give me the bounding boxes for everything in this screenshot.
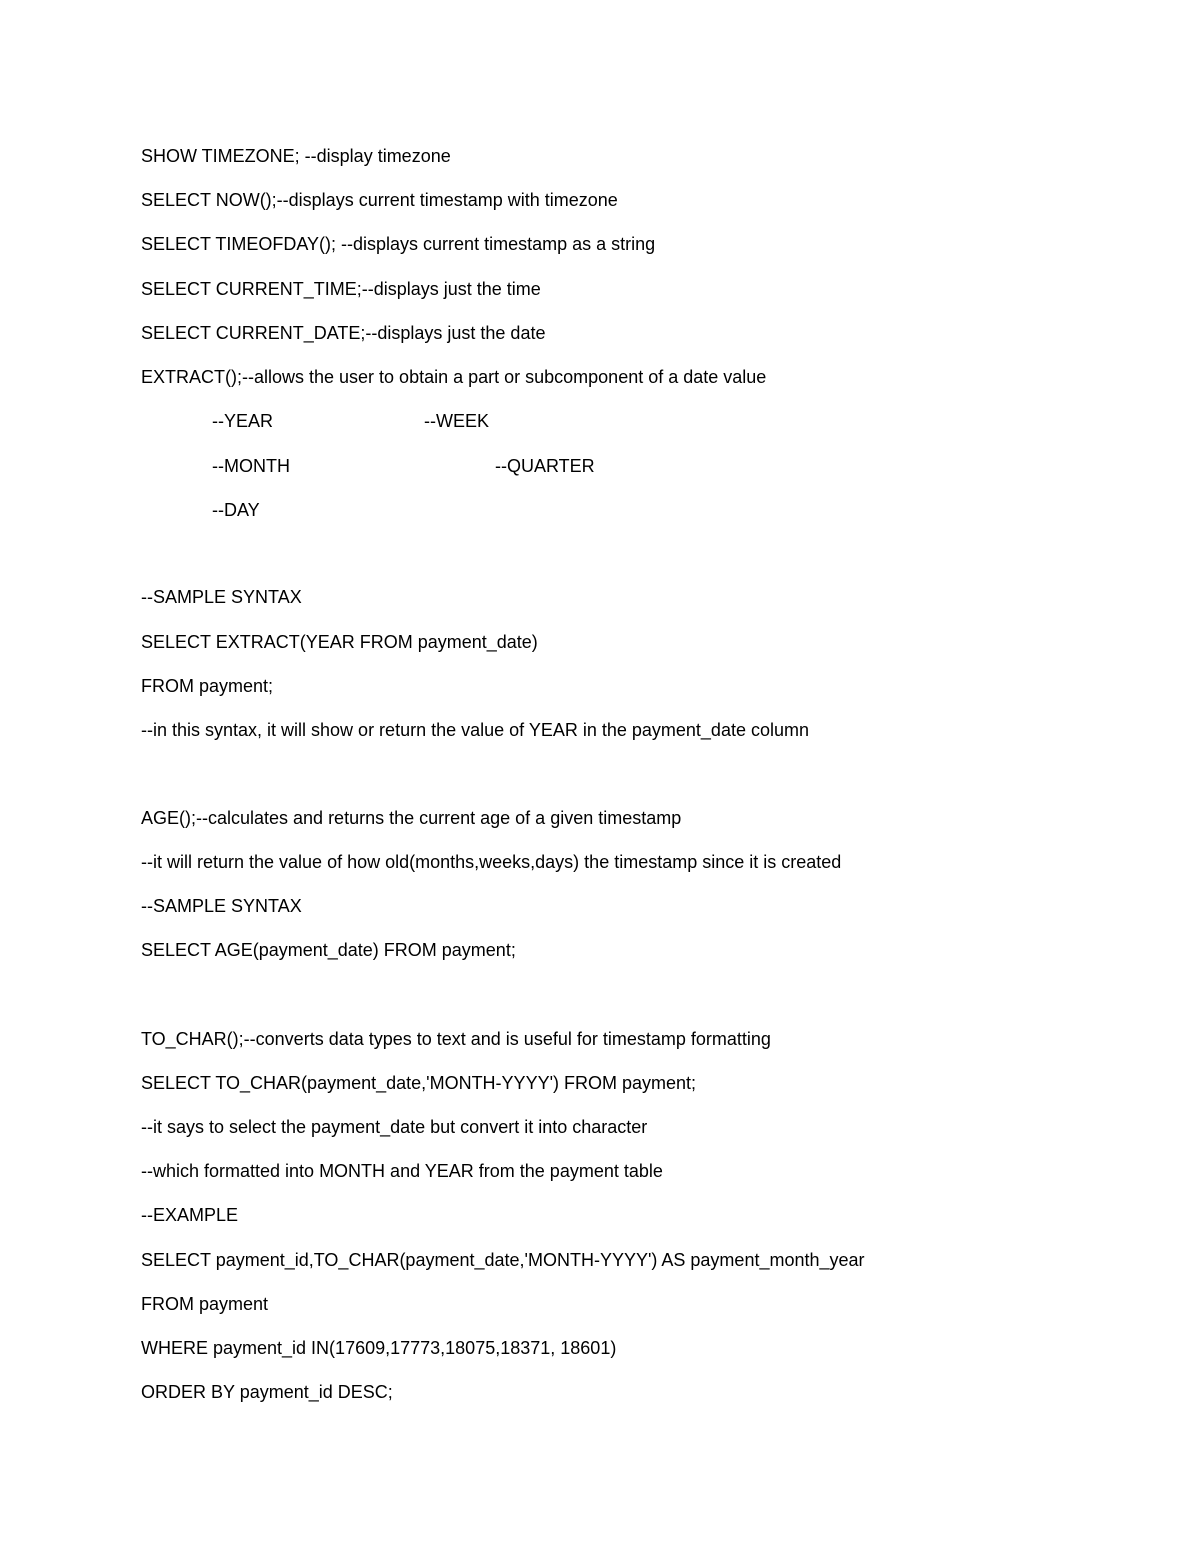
line-extract: EXTRACT();--allows the user to obtain a part or subcomponent of a date value bbox=[141, 367, 767, 387]
extract-part-year: --YEAR bbox=[212, 411, 274, 431]
extract-sample-heading: --SAMPLE SYNTAX bbox=[141, 587, 302, 607]
extract-part-month: --MONTH bbox=[212, 456, 290, 476]
line-current-time: SELECT CURRENT_TIME;--displays just the time bbox=[141, 279, 541, 299]
age-description: AGE();--calculates and returns the current age of a given timestamp bbox=[141, 808, 682, 828]
extract-part-quarter: --QUARTER bbox=[495, 456, 595, 476]
to-char-example-order: ORDER BY payment_id DESC; bbox=[141, 1382, 393, 1402]
age-sample-select: SELECT AGE(payment_date) FROM payment; bbox=[141, 940, 516, 960]
to-char-description: TO_CHAR();--converts data types to text and is useful for timestamp formatting bbox=[141, 1029, 771, 1049]
to-char-example-heading: --EXAMPLE bbox=[141, 1205, 239, 1225]
to-char-comment-2: --which formatted into MONTH and YEAR from the payment table bbox=[141, 1161, 663, 1181]
extract-sample-from: FROM payment; bbox=[141, 676, 274, 696]
to-char-sample-select: SELECT TO_CHAR(payment_date,'MONTH-YYYY') FROM payment; bbox=[141, 1073, 697, 1093]
age-sample-heading: --SAMPLE SYNTAX bbox=[141, 896, 302, 916]
extract-part-week: --WEEK bbox=[424, 411, 489, 431]
line-current-date: SELECT CURRENT_DATE;--displays just the date bbox=[141, 323, 546, 343]
to-char-example-where: WHERE payment_id IN(17609,17773,18075,18371, 18601) bbox=[141, 1338, 617, 1358]
to-char-example-from: FROM payment bbox=[141, 1294, 269, 1314]
extract-part-day: --DAY bbox=[212, 500, 260, 520]
extract-sample-comment: --in this syntax, it will show or return the value of YEAR in the payment_date column bbox=[141, 720, 809, 740]
to-char-comment-1: --it says to select the payment_date but convert it into character bbox=[141, 1117, 648, 1137]
extract-sample-select: SELECT EXTRACT(YEAR FROM payment_date) bbox=[141, 632, 538, 652]
to-char-example-select: SELECT payment_id,TO_CHAR(payment_date,'MONTH-YYYY') AS payment_month_year bbox=[141, 1250, 865, 1270]
age-comment: --it will return the value of how old(months,weeks,days) the timestamp since it is created bbox=[141, 852, 842, 872]
line-select-now: SELECT NOW();--displays current timestamp with timezone bbox=[141, 190, 618, 210]
line-select-timeofday: SELECT TIMEOFDAY(); --displays current timestamp as a string bbox=[141, 234, 656, 254]
line-show-timezone: SHOW TIMEZONE; --display timezone bbox=[141, 146, 451, 166]
